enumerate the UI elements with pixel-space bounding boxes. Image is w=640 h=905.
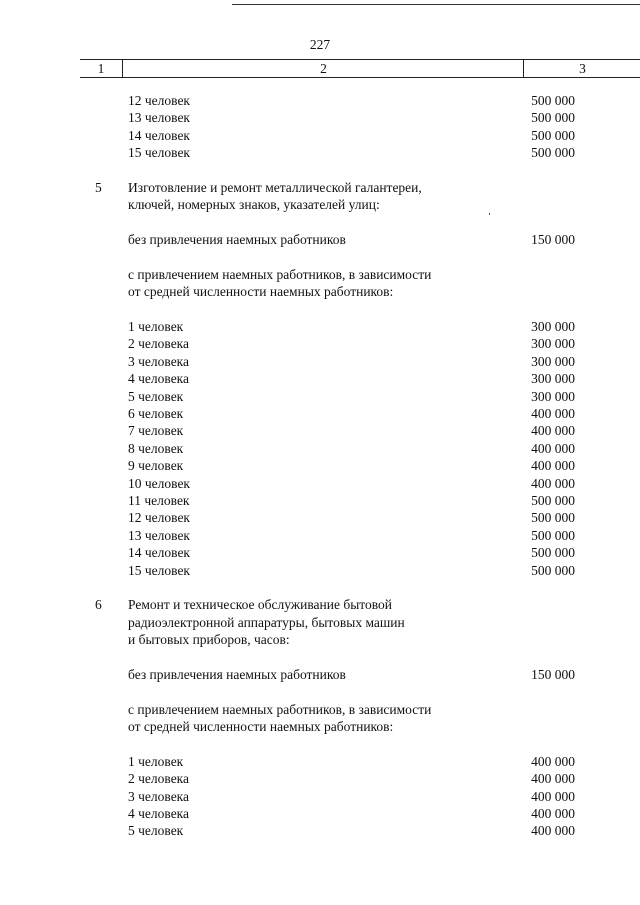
table-row <box>0 92 640 109</box>
table-row <box>0 753 640 770</box>
subheading <box>0 283 640 300</box>
column-header-2: 2 <box>122 60 524 77</box>
row-value: 400 000 <box>531 406 575 422</box>
section-title-line: Ремонт и техническое обслуживание бытовой <box>128 597 393 613</box>
row-label: 12 человек <box>128 510 190 526</box>
section-title-line: и бытовых приборов, часов: <box>128 632 290 648</box>
table-row <box>0 388 640 405</box>
row-label: без привлечения наемных работников <box>128 232 346 248</box>
row-label: без привлечения наемных работников <box>128 666 346 682</box>
subheading-line: с привлечением наемных работников, в зависимости <box>128 266 432 282</box>
row-value: 400 000 <box>531 458 575 474</box>
row-label: 9 человек <box>128 458 184 474</box>
table-row <box>0 353 640 370</box>
table-row <box>0 440 640 457</box>
row-label: 3 человека <box>128 788 190 804</box>
row-label: 13 человек <box>128 110 190 126</box>
row-label: 8 человек <box>128 440 184 456</box>
row-label: 15 человек <box>128 562 190 578</box>
page-number: 227 <box>309 37 331 52</box>
table-row <box>0 788 640 805</box>
table-row <box>0 666 640 683</box>
row-value: 300 000 <box>531 371 575 387</box>
table-row <box>0 144 640 161</box>
table-row <box>0 231 640 248</box>
row-value: 150 000 <box>531 666 575 682</box>
section-title-line: Изготовление и ремонт металлической галантереи, <box>128 179 422 195</box>
row-value: 400 000 <box>531 823 575 839</box>
row-label: 15 человек <box>128 145 190 161</box>
row-label: 5 человек <box>128 823 184 839</box>
section-number: 6 <box>95 597 102 613</box>
table-row <box>0 527 640 544</box>
table-row <box>0 562 640 579</box>
table-row <box>0 335 640 352</box>
table-row <box>0 405 640 422</box>
row-value: 400 000 <box>531 771 575 787</box>
row-value: 400 000 <box>531 788 575 804</box>
row-value: 300 000 <box>531 319 575 335</box>
subheading-line: от средней численности наемных работников: <box>128 719 394 735</box>
section-number: 5 <box>95 179 102 195</box>
row-label: 2 человека <box>128 771 190 787</box>
row-label: 6 человек <box>128 406 184 422</box>
row-value: 500 000 <box>531 93 575 108</box>
row-value: 300 000 <box>531 336 575 352</box>
column-header-3: 3 <box>523 60 640 77</box>
table-row <box>0 492 640 509</box>
table-body <box>0 92 640 840</box>
row-value: 400 000 <box>531 440 575 456</box>
row-value: 500 000 <box>531 145 575 161</box>
row-label: 10 человек <box>128 475 190 491</box>
row-label: 13 человек <box>128 527 190 543</box>
row-value: 300 000 <box>531 353 575 369</box>
row-value: 500 000 <box>531 510 575 526</box>
table-row <box>0 475 640 492</box>
row-value: 400 000 <box>531 806 575 822</box>
table-row <box>0 770 640 787</box>
row-label: 14 человек <box>128 545 190 561</box>
table-row <box>0 822 640 839</box>
row-value: 500 000 <box>531 127 575 143</box>
section-5-title-cont <box>0 196 640 213</box>
table-row <box>0 457 640 474</box>
row-value: 500 000 <box>531 110 575 126</box>
top-rule <box>232 4 640 5</box>
column-header-1: 1 <box>97 61 105 76</box>
subheading-line: от средней численности наемных работников: <box>128 284 394 300</box>
table-row <box>0 422 640 439</box>
row-label: 14 человек <box>128 127 190 143</box>
section-6-title-cont <box>0 614 640 631</box>
section-6-title <box>0 596 640 613</box>
row-label: 3 человека <box>128 353 190 369</box>
row-label: 12 человек <box>128 93 190 108</box>
section-title-line: ключей, номерных знаков, указателей улиц: <box>128 197 380 213</box>
row-label: 11 человек <box>128 492 190 508</box>
row-label: 4 человека <box>128 371 190 387</box>
subheading <box>0 701 640 718</box>
row-value: 500 000 <box>531 562 575 578</box>
table-row <box>0 509 640 526</box>
row-value: 400 000 <box>531 753 575 769</box>
section-6-title-cont <box>0 631 640 648</box>
row-label: 1 человек <box>128 319 184 335</box>
section-5-title <box>0 179 640 196</box>
row-value: 500 000 <box>531 527 575 543</box>
table-row <box>0 370 640 387</box>
row-label: 1 человек <box>128 753 184 769</box>
scan-speck <box>489 213 490 215</box>
row-label: 5 человек <box>128 388 184 404</box>
row-value: 150 000 <box>531 232 575 248</box>
table-row <box>0 318 640 335</box>
row-value: 300 000 <box>531 388 575 404</box>
row-value: 500 000 <box>531 492 575 508</box>
table-row <box>0 544 640 561</box>
table-header <box>80 59 640 78</box>
row-value: 400 000 <box>531 475 575 491</box>
subheading-line: с привлечением наемных работников, в зависимости <box>128 701 432 717</box>
table-row <box>0 109 640 126</box>
table-row <box>0 805 640 822</box>
row-label: 2 человека <box>128 336 190 352</box>
row-value: 500 000 <box>531 545 575 561</box>
row-label: 4 человека <box>128 806 190 822</box>
subheading <box>0 718 640 735</box>
row-label: 7 человек <box>128 423 184 439</box>
table-row <box>0 127 640 144</box>
section-title-line: радиоэлектронной аппаратуры, бытовых машин <box>128 614 405 630</box>
subheading <box>0 266 640 283</box>
row-value: 400 000 <box>531 423 575 439</box>
